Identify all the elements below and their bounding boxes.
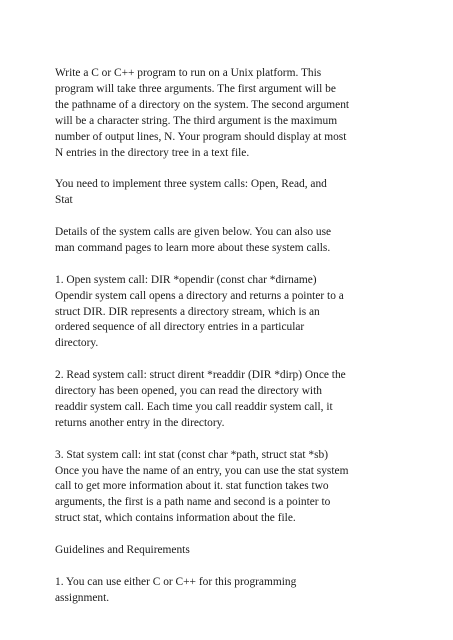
paragraph-stat-system-call: 3. Stat system call: int stat (const char *path, struct stat *sb) Once you have the name of an entry, you can use the stat system call to get more information about it. stat function takes two arguments, the first is a path name and second is a pointer to struct stat, which contains information about the file. bbox=[55, 448, 349, 525]
document-body bbox=[55, 66, 405, 623]
paragraph-details-intro: Details of the system calls are given below. You can also use man command pages to learn more about these system calls. bbox=[55, 226, 332, 254]
paragraph-open-system-call: 1. Open system call: DIR *opendir (const char *dirname) Opendir system call opens a directory and returns a pointer to a struct DIR. DIR represents a directory stream, which is an ordered sequence of all directory entries in a particular directory. bbox=[55, 273, 344, 350]
paragraph-program-description: Write a C or C++ program to run on a Unix platform. This program will take three arguments. The first argument will be the pathname of a directory on the system. The second argument will be a character string. The third argument is the maximum number of output lines, N. Your program should display at most N entries in the directory tree in a text file. bbox=[55, 67, 350, 159]
heading-guidelines: Guidelines and Requirements bbox=[55, 544, 190, 557]
paragraph-guideline-1: 1. You can use either C or C++ for this programming assignment. bbox=[55, 575, 297, 604]
paragraph-system-calls-intro: You need to implement three system calls: Open, Read, and Stat bbox=[55, 178, 327, 207]
paragraph-read-system-call: 2. Read system call: struct dirent *readdir (DIR *dirp) Once the directory has been opened, you can read the directory with readdir system call. Each time you call readdir system call, it returns another entry in the directory. bbox=[55, 369, 346, 429]
